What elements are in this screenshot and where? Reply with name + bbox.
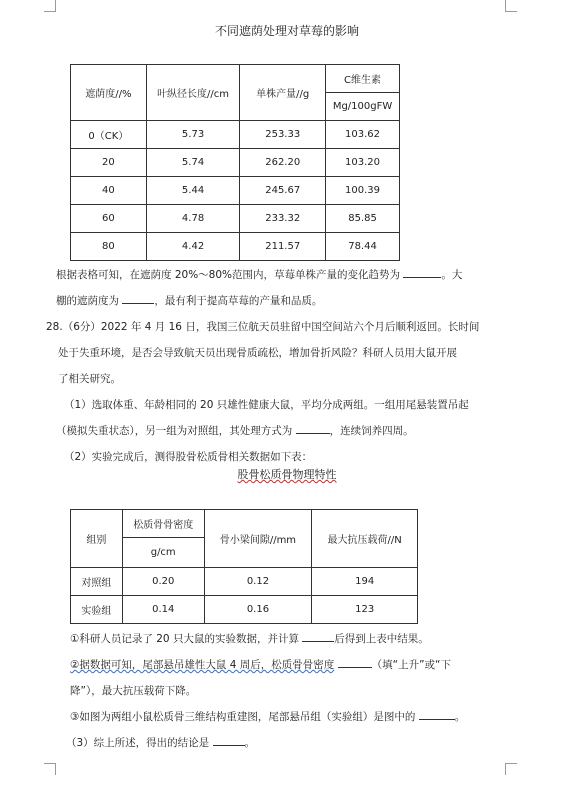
cell: 0.20	[122, 568, 204, 596]
answer-blank[interactable]	[403, 267, 441, 278]
bone-table	[70, 509, 418, 624]
table-row	[71, 596, 418, 624]
cell: 194	[312, 568, 418, 596]
cell: 实验组	[71, 596, 123, 624]
paragraph-analysis: 根据表格可知，在遮荫度 20%～80%范围内，草莓单株产量的变化趋势为 。大 棚的遮荫度为 ，最有利于提高草莓的产量和品质。	[56, 269, 463, 307]
cell: 40	[71, 177, 147, 205]
t2-header-load: 最大抗压载荷//N	[312, 510, 418, 568]
cell: 262.20	[240, 149, 326, 177]
cell: 4.78	[146, 205, 240, 233]
sub-question-1: （1）选取体重、年龄相同的 20 只雄性健康大鼠，平均分成两组。一组用尾悬装置吊起 （模拟失重状态），另一组为对照组，其处理方式为 ，连续饲养四周。 （2）实验完成后，测得股骨松质骨相关数据如下表：	[56, 399, 469, 463]
cell: 233.32	[240, 205, 326, 233]
table-row	[71, 568, 418, 596]
cell: 253.33	[240, 121, 326, 149]
shading-table	[70, 64, 400, 261]
cell: 0.12	[204, 568, 312, 596]
t2-header-group: 组别	[71, 510, 123, 568]
t1-header-leaf: 叶纵径长度//cm	[146, 65, 240, 121]
cell: 103.20	[326, 149, 400, 177]
cell: 4.42	[146, 233, 240, 261]
cell: 100.39	[326, 177, 400, 205]
table-row	[71, 205, 400, 233]
crop-mark-bottom-right	[505, 763, 517, 775]
question-28: 28.（6分）2022 年 4 月 16 日，我国三位航天员驻留中国空间站六个月后顺利返回。长时间 处于失重环境，是否会导致航天员出现骨质疏松，增加骨折风险？科研人员用大鼠开展 了相关研究。	[46, 321, 480, 385]
cell: 103.62	[326, 121, 400, 149]
cell: 60	[71, 205, 147, 233]
t2-header-gap: 骨小梁间隙//mm	[204, 510, 312, 568]
answer-blank[interactable]	[296, 423, 330, 434]
t1-header-unit: Mg/100gFW	[326, 93, 400, 121]
cell: 80	[71, 233, 147, 261]
cell: 0.14	[122, 596, 204, 624]
cell: 0（CK）	[71, 121, 147, 149]
t2-header-density: 松质骨骨密度	[122, 510, 204, 538]
answer-blank[interactable]	[213, 735, 245, 746]
answer-blank[interactable]	[302, 631, 334, 642]
table-row	[71, 121, 400, 149]
answer-blank[interactable]	[122, 293, 154, 304]
cell: 对照组	[71, 568, 123, 596]
t1-header-shading: 遮荫度//%	[71, 65, 147, 121]
cell: 20	[71, 149, 147, 177]
t1-header-vitc: C维生素	[326, 65, 400, 93]
crop-mark-top-left	[44, 0, 56, 12]
table-row	[71, 233, 400, 261]
cell: 211.57	[240, 233, 326, 261]
answer-blank[interactable]	[338, 657, 372, 668]
table-row	[71, 177, 400, 205]
cell: 5.73	[146, 121, 240, 149]
t2-header-unit: g/cm	[122, 538, 204, 568]
cell: 78.44	[326, 233, 400, 261]
cell: 0.16	[204, 596, 312, 624]
conclusions: ①科研人员记录了 20 只大鼠的实验数据，并计算 后得到上表中结果。 ②据数据可知，尾部悬吊雄性大鼠 4 周后，松质骨骨密度 （填“上升”或“下 降”），最大抗压载荷下降。 ③如图为两组小鼠松质骨三维结构重建图，尾部悬吊组（实验组）是图中的 。 （3）综上所述，得出的结论是 。	[66, 633, 466, 749]
cell: 245.67	[240, 177, 326, 205]
page-title: 不同遮荫处理对草莓的影响	[214, 24, 359, 38]
cell: 5.74	[146, 149, 240, 177]
answer-blank[interactable]	[419, 709, 455, 720]
crop-mark-top-right	[505, 0, 517, 12]
crop-mark-bottom-left	[44, 763, 56, 775]
table-row	[71, 149, 400, 177]
cell: 123	[312, 596, 418, 624]
table2-title: 股骨松质骨物理特性	[237, 468, 337, 481]
cell: 5.44	[146, 177, 240, 205]
cell: 85.85	[326, 205, 400, 233]
t1-header-yield: 单株产量//g	[240, 65, 326, 121]
